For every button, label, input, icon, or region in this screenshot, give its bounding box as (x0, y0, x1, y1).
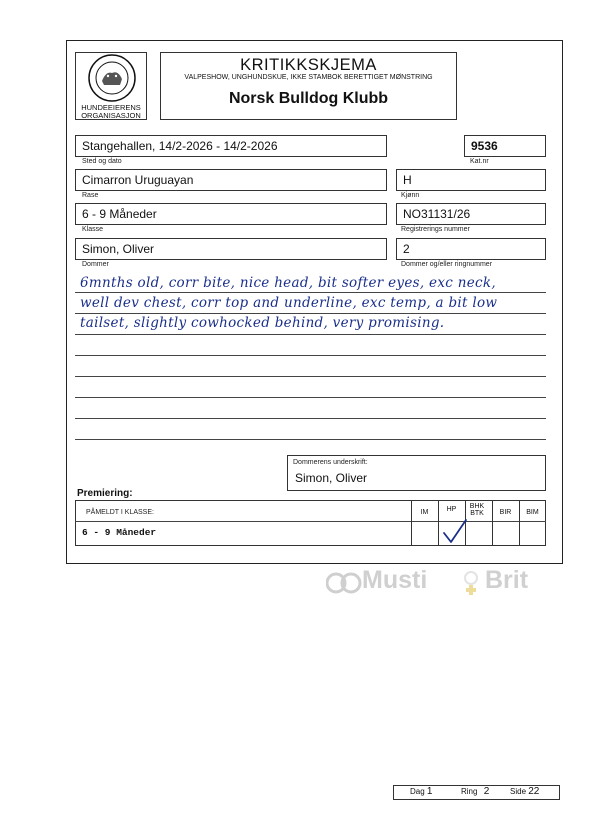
reg-nr-label: Registrerings nummer (401, 226, 470, 233)
critique-line-2: well dev chest, corr top and underline, exc temp, a bit low (80, 295, 498, 311)
dag-value: 1 (426, 786, 433, 797)
sponsor-brit: Brit (485, 566, 529, 594)
footer-ring (461, 786, 489, 797)
ring-nr-field[interactable]: 2 (396, 238, 546, 260)
reg-nr-field[interactable]: NO31131/26 (396, 203, 546, 225)
rule-line (75, 292, 546, 293)
col-hp: HP (446, 506, 457, 513)
musti-paws-icon (326, 568, 362, 598)
sex-field[interactable]: H (396, 169, 546, 191)
judge-field[interactable]: Simon, Oliver (75, 238, 387, 260)
side-value: 22 (528, 786, 540, 797)
ring-label: Ring (461, 787, 478, 796)
critique-line-1: 6mnths old, corr bite, nice head, bit softer eyes, exc neck, (80, 275, 496, 291)
table-col-divider (411, 500, 412, 546)
table-col-divider (519, 500, 520, 546)
side-label: Side (510, 787, 527, 796)
form-subtitle: VALPESHOW, UNGHUNDSKUE, IKKE STAMBOK BERETTIGET MØNSTRING (184, 74, 433, 81)
ring-nr-label: Dommer og/eller ringnummer (401, 261, 493, 268)
place-date-field[interactable]: Stangehallen, 14/2-2026 - 14/2-2026 (75, 135, 387, 157)
judge-label: Dommer (82, 261, 109, 268)
dag-label: Dag (410, 787, 425, 796)
rule-line (75, 397, 546, 398)
rule-line (75, 334, 546, 335)
table-row-divider (75, 521, 546, 522)
rule-line (75, 355, 546, 356)
class-field[interactable]: 6 - 9 Måneder (75, 203, 387, 225)
critique-line-3: tailset, slightly cowhocked behind, very promising. (80, 315, 445, 331)
footer-side (510, 786, 539, 797)
org-seal-icon (88, 54, 136, 102)
rule-line (75, 439, 546, 440)
brit-logo-icon (458, 570, 484, 598)
form-title: KRITIKKSKJEMA (240, 56, 377, 74)
entered-class-label: PÅMELDT I KLASSE: (86, 509, 154, 516)
org-name-line1: HUNDEEIERENS (81, 103, 141, 112)
signature-name: Simon, Oliver (295, 471, 368, 485)
table-col-divider (492, 500, 493, 546)
rule-line (75, 418, 546, 419)
org-name-line2: ORGANISASJON (81, 111, 141, 120)
col-bim: BIM (526, 509, 539, 516)
hp-checkmark-icon[interactable] (440, 518, 468, 546)
rule-line (75, 313, 546, 314)
sponsor-musti: Musti (362, 566, 428, 594)
col-im: IM (420, 509, 429, 516)
cat-nr-label: Kat.nr (470, 158, 489, 165)
club-name: Norsk Bulldog Klubb (228, 90, 389, 107)
place-date-label: Sted og dato (82, 158, 122, 165)
footer-dag (410, 786, 432, 797)
ring-value: 2 (483, 786, 490, 797)
cat-nr-field[interactable]: 9536 (464, 135, 546, 157)
sex-label: Kjønn (401, 192, 420, 199)
breed-field[interactable]: Cimarron Uruguayan (75, 169, 387, 191)
col-bhk-btk: BHK BTK (469, 503, 485, 517)
premiering-title: Premiering: (77, 488, 133, 499)
rule-line (75, 376, 546, 377)
signature-label: Dommerens underskrift: (293, 459, 368, 466)
org-name (76, 104, 146, 120)
entered-class-value: 6 - 9 Måneder (82, 527, 157, 538)
class-label: Klasse (82, 226, 104, 233)
breed-label: Rase (82, 192, 99, 199)
col-bir: BIR (499, 509, 512, 516)
